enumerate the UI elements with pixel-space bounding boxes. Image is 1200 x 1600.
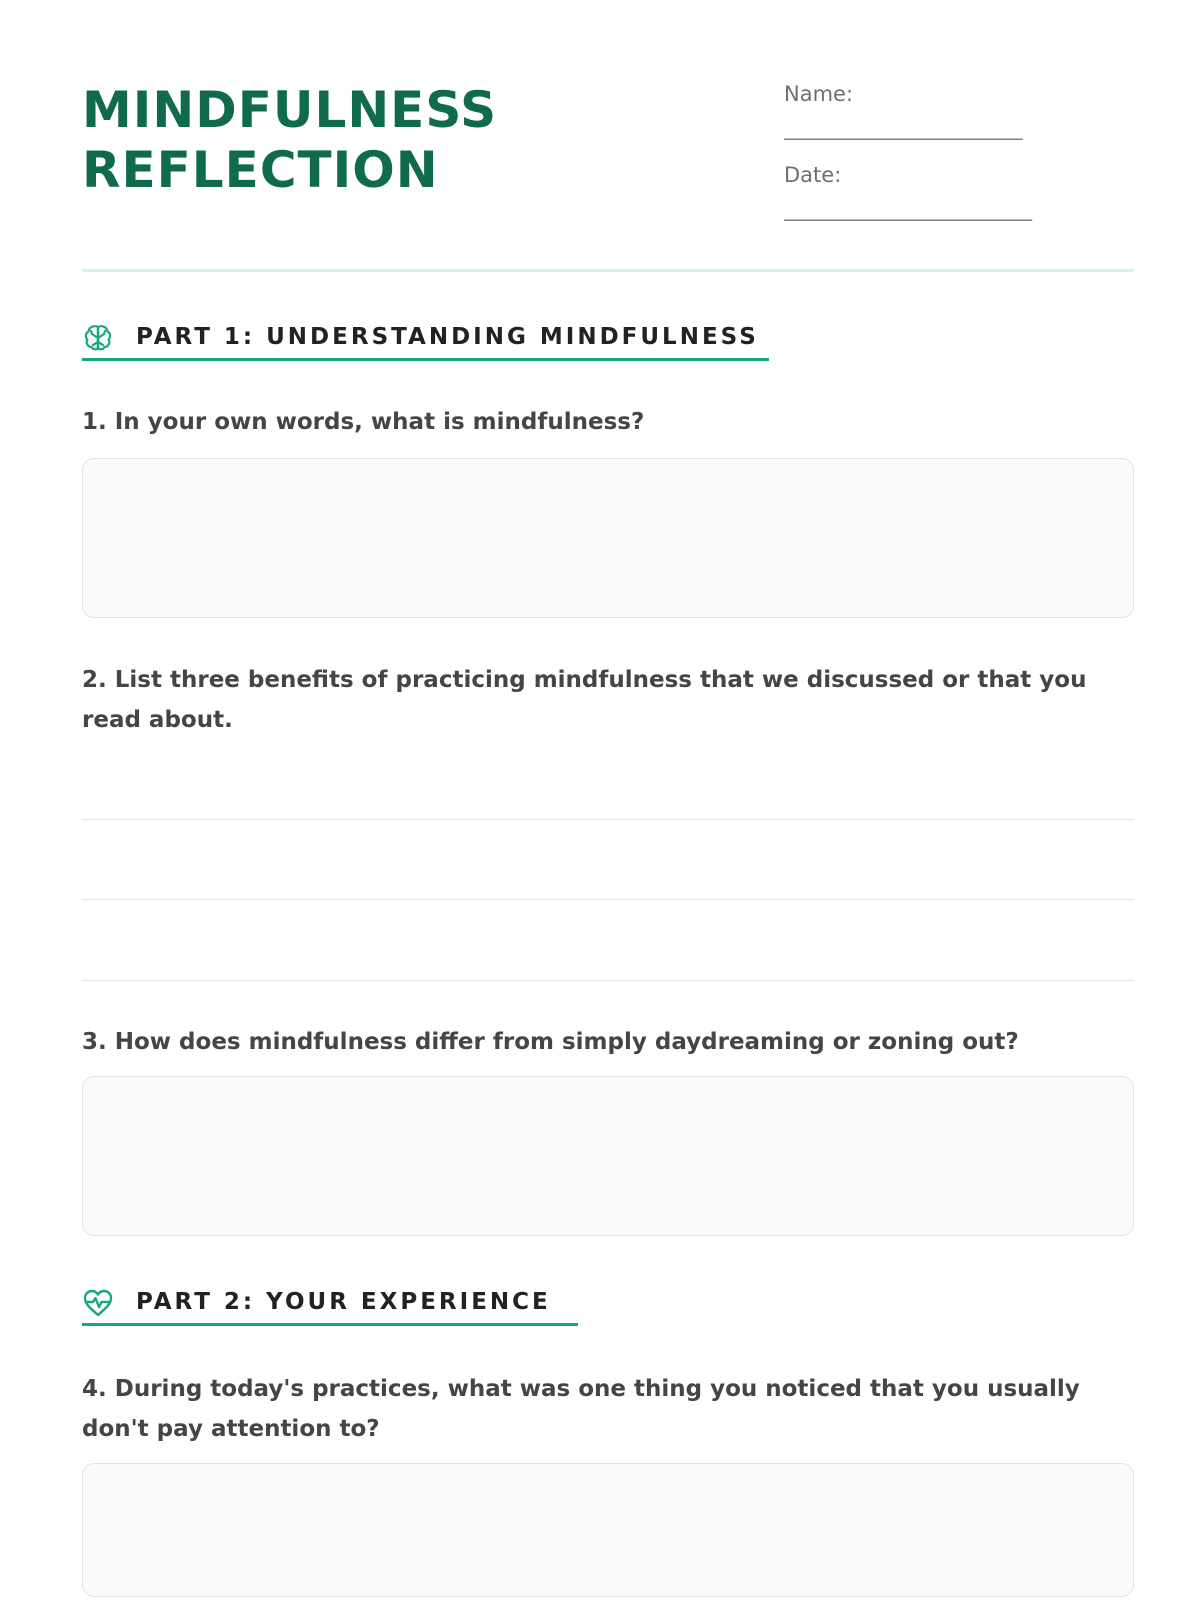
answer-box-3[interactable]	[82, 1076, 1134, 1236]
name-row	[784, 80, 1124, 161]
title-line-2: REFLECTION	[82, 141, 439, 199]
section-heading-part-1	[82, 318, 769, 361]
section-heading-part-2	[82, 1283, 578, 1326]
answer-line-2[interactable]	[82, 899, 1134, 900]
date-label: Date:	[784, 163, 842, 187]
question-1: 1. In your own words, what is mindfulness?	[82, 409, 645, 435]
heartbeat-icon	[82, 1287, 114, 1319]
answer-line-1[interactable]	[82, 819, 1134, 820]
answer-line-3[interactable]	[82, 980, 1134, 981]
answer-box-1[interactable]	[82, 458, 1134, 618]
student-info	[784, 80, 1124, 242]
title-line-1: MINDFULNESS	[82, 81, 498, 139]
page-title	[82, 80, 497, 200]
date-row	[784, 161, 1124, 242]
date-field[interactable]: __________________________	[784, 197, 1031, 221]
section-title: PART 2: YOUR EXPERIENCE	[136, 1289, 551, 1315]
worksheet-header	[82, 74, 1134, 224]
question-3: 3. How does mindfulness differ from simply daydreaming or zoning out?	[82, 1029, 1019, 1055]
name-field[interactable]: _________________________	[784, 116, 1022, 140]
question-2: 2. List three benefits of practicing mindfulness that we discussed or that you read about.	[82, 667, 1087, 733]
header-divider	[82, 269, 1134, 272]
brain-icon	[82, 322, 114, 354]
question-4: 4. During today's practices, what was one thing you noticed that you usually don't pay attention to?	[82, 1376, 1080, 1442]
answer-box-4[interactable]	[82, 1463, 1134, 1597]
worksheet-page	[82, 0, 1134, 1600]
section-title: PART 1: UNDERSTANDING MINDFULNESS	[136, 324, 759, 350]
name-label: Name:	[784, 82, 854, 106]
